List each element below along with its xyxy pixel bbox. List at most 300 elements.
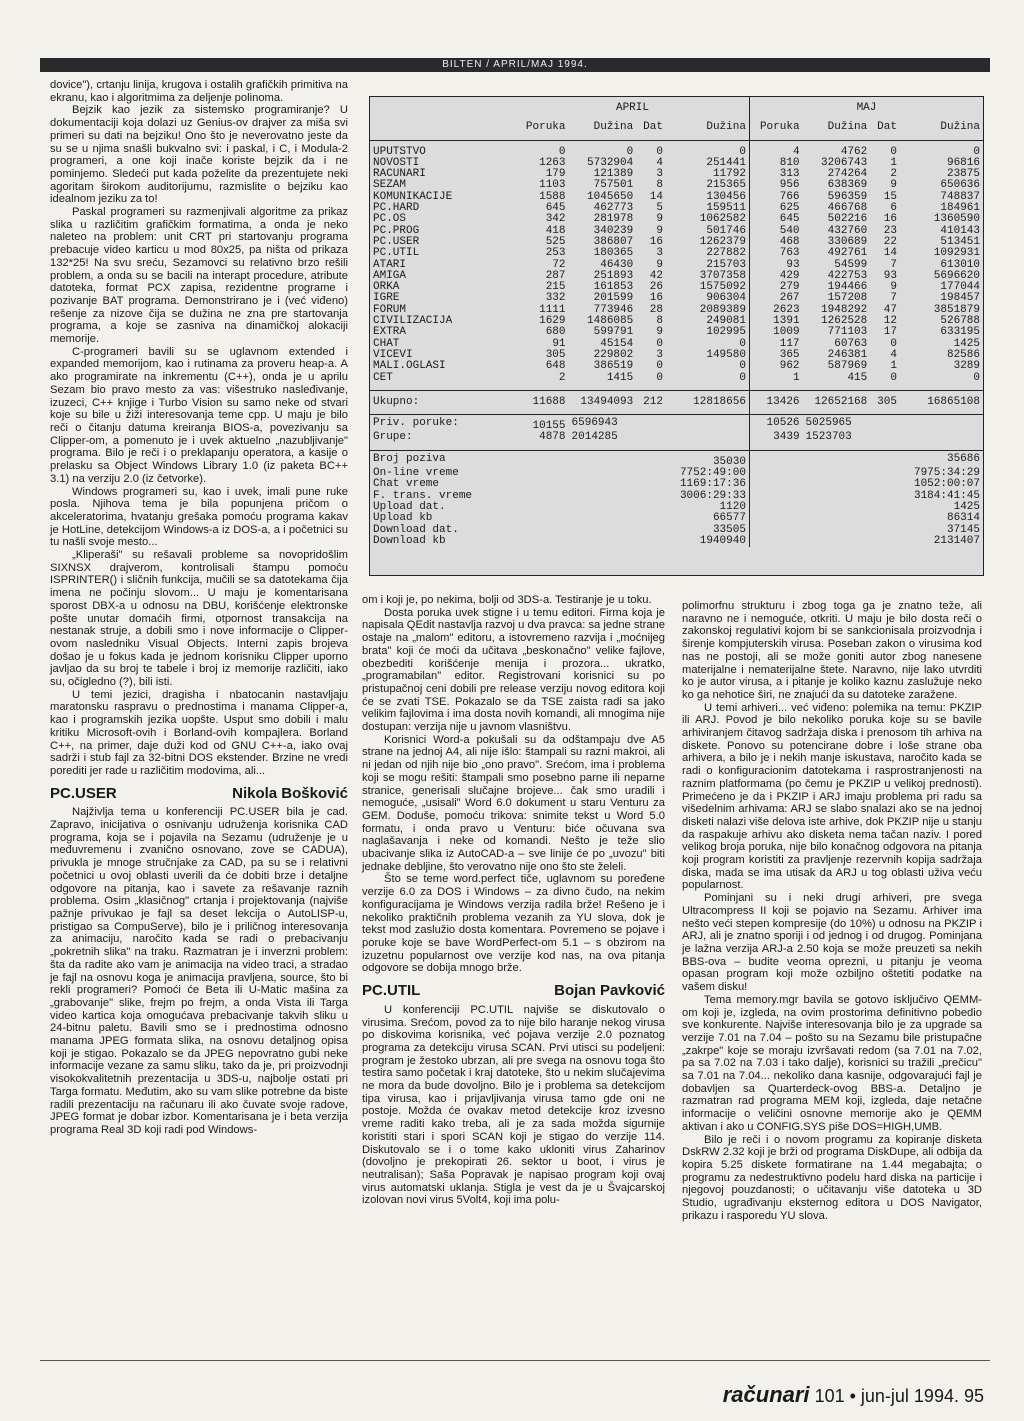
table-cell: 1391 <box>773 315 800 328</box>
table-cell: 86314 <box>946 512 980 525</box>
total-row <box>370 390 983 414</box>
table-cell: 227882 <box>666 248 750 259</box>
table-cell: 0 <box>890 371 897 384</box>
column-header: Dužina <box>569 118 637 140</box>
table-cell: 14 <box>649 190 663 203</box>
row-label: Download dat. <box>373 523 459 536</box>
pcutil-paragraphs <box>362 1004 665 1207</box>
table-cell: 513451 <box>940 235 980 248</box>
table-cell: 6596943 <box>571 417 618 430</box>
table-cell: 215365 <box>666 180 750 191</box>
row-label: ATARI <box>373 258 407 271</box>
row-label: Priv. poruke: <box>373 417 459 430</box>
group-maj: MAJ <box>856 102 877 114</box>
table-cell: 246381 <box>827 348 868 361</box>
table-cell: 33505 <box>666 525 750 536</box>
table-cell: 28 <box>649 303 663 316</box>
paragraph: dovice"), crtanju linija, krugova i ostalih grafičkih primitiva na ekranu, kao i algoritmima za deljenje polinoma. <box>50 79 348 104</box>
table-row <box>370 432 983 443</box>
table-cell: 596359 <box>827 190 868 203</box>
table-cell: 956 <box>779 179 800 192</box>
table-row <box>370 450 983 468</box>
table-row <box>370 491 983 502</box>
table-cell: 10526 <box>766 417 800 430</box>
table-cell: 9 <box>656 326 663 339</box>
table-row <box>370 525 983 536</box>
table-cell: 748837 <box>940 190 980 203</box>
table-cell: 1045650 <box>587 190 634 203</box>
table-cell: 3206743 <box>821 156 868 169</box>
paragraph: Korisnici Word-a pokušali su da odštampaju dve A5 strane na jednoj A4, ali nije išlo: štampali su razni makroi, ali ni jedan od njih nije bio „ono pravo". Srećom, ima i problema koji se mogu rešiti: štampali smo posebno parne ili neparne stranice, generisali slučajne brojeve... čak smo uradili i nemoguće, „usisali" Word 6.0 dokument u staru Venturu za GEM. Doduše, pomoću trikova: snimite tekst u Word 5.0 formatu, i onda pravo u Venturu: biće očuvana sva naglašavanja i neke od komandi. Nešto je teže slio ubacivanje slika iz AutoCAD-a – sve linije će po „uvozu" biti jednake debljine, što verovatno nije ono što ste želeli. <box>362 733 665 873</box>
row-label: FORUM <box>373 303 407 316</box>
row-label: Broj poziva <box>373 452 446 465</box>
table-cell: 22 <box>883 235 897 248</box>
table-cell: 287 <box>545 269 566 282</box>
row-label: PC.HARD <box>373 202 420 215</box>
table-cell: 418 <box>545 224 566 237</box>
table-cell: 330689 <box>827 235 868 248</box>
table-cell: 253 <box>545 247 566 260</box>
row-label: EXTRA <box>373 326 407 339</box>
footer <box>723 1382 984 1408</box>
table-cell: 13494093 <box>569 390 637 414</box>
table-cell: 1588 <box>539 190 566 203</box>
column-header: Dužina <box>666 118 750 140</box>
table-cell: 66577 <box>666 513 750 524</box>
table-cell: 23 <box>883 224 897 237</box>
table-cell: 8 <box>656 179 663 192</box>
table-cell: 0 <box>558 145 566 158</box>
col2-paragraphs <box>362 594 665 975</box>
table-cell: 305 <box>870 390 900 414</box>
paragraph: Dosta poruka uvek stigne i u temu editori. Firma koja je napisala QEdit nastavlja razvoj u dva pravca: sa jedne strane ostaje na „malom" editoru, a istovremeno razvija i „moćnijeg brata" koji će moći da učitava „beskonačno" velike fajlove, obezbediti korišćenje menija i prozora... ukratko, „programabilan" editor. Registrovani korisnici su po pristupačnoj ceni dobili pre release verziju novog editora koji će se zvati TSE. Pokazalo se da TSE zaista radi sa jako velikim fajlovima i ima dosta novih komandi, ali mnogima nije dostupan: verzija nije u javnom vlasništvu. <box>362 606 665 734</box>
table-cell: 2 <box>890 168 897 181</box>
table-cell: 526788 <box>940 315 980 328</box>
table-cell: 462773 <box>593 202 634 215</box>
table-cell: 11792 <box>666 169 750 180</box>
table-cell: 342 <box>545 213 566 226</box>
table-cell: 82586 <box>946 348 980 361</box>
table-cell: 305 <box>545 348 566 361</box>
row-label: CET <box>373 371 393 384</box>
table-cell: 4878 <box>539 431 566 444</box>
table-cell: 332 <box>545 292 566 305</box>
table-cell: 1425 <box>953 337 980 350</box>
table-cell: 1523703 <box>805 431 852 444</box>
table-cell: 2014285 <box>571 431 618 444</box>
table-cell: 3851879 <box>933 303 980 316</box>
paragraph: Paskal programeri su razmenjivali algoritme za prikaz slika u različitim grafičkim formatima, a onda je neko naleteo na problem: unit CRT pri startovanju programa prebacuje video karticu u mod 80x25, pa ništa od prikaza 132*25! Na svu sreću, Sezamovci su relativno brzo rešili problem, a onda su se bacili na interapt procedure, atribute datoteka, format PCX zapisa, rezidentne programe i pozivanje BAT programa. Demonstrirano je i (već viđeno) rešenje za nizove čija se dužina ne zna pre startovanja programa, a koje se zasniva na dinamičkoj alokaciji memorije. <box>50 206 348 346</box>
table-cell: 5025965 <box>805 417 852 430</box>
footer-rule <box>40 1360 990 1361</box>
table-cell: 599791 <box>593 326 634 339</box>
table-row <box>370 536 983 547</box>
table-cell: 198457 <box>940 292 980 305</box>
table-cell: 201599 <box>593 292 634 305</box>
table-row <box>370 140 983 158</box>
paragraph: C-programeri bavili su se uglavnom extended i expanded memorijom, kao i rutinama za proveru heap-a. A ako programirate na inkrementu (C++), onda je u aprilu Sezam bio pravo mesto za vas: višestruko nasleđivanje, izuzeci, C++ knjige i Turbo Vision su samo neke od stvari koje su bile u žiži interesovanja teme cpp. U maju je bilo reči o čitanju datuma kreiranja BIOS-a, povezivanju sa Clipper-om, a pomenuto je i uvek aktuelno „nazubljivanje" programa. Bilo je reči i o preklapanju operatora, a kasije o prelasku sa Object Windows Library 1.0 (iz paketa BC++ 3.1) na verziju 2.0 (iz četvorke). <box>50 345 348 485</box>
table-cell: 1103 <box>539 179 566 192</box>
table-cell: 0 <box>666 373 750 384</box>
table-cell: 625 <box>779 202 800 215</box>
stats-table <box>370 97 983 547</box>
table-cell: 501746 <box>666 226 750 237</box>
section-header-pcutil <box>362 982 665 1000</box>
table-cell: 215703 <box>666 260 750 271</box>
table-cell: 645 <box>779 213 800 226</box>
row-label: PC.PROG <box>373 224 420 237</box>
stats-table-box <box>369 96 984 576</box>
table-cell: 12652168 <box>803 390 871 414</box>
table-cell: 5696620 <box>933 269 980 282</box>
pcuser-paragraphs <box>50 806 348 1136</box>
row-label: On-line vreme <box>373 467 459 480</box>
table-cell: 274264 <box>827 168 868 181</box>
table-cell: 365 <box>779 348 800 361</box>
table-cell: 212 <box>636 390 666 414</box>
column-header: Poruka <box>516 118 569 140</box>
row-label: CIVILIZACIJA <box>373 315 453 328</box>
column-header: Poruka <box>749 118 802 140</box>
table-cell: 1425 <box>953 500 980 513</box>
table-cell: 279 <box>779 281 800 294</box>
section-title: PC.UTIL <box>362 982 421 1000</box>
paragraph: om i koji je, po nekima, bolji od 3DS-a. Testiranje je u toku. <box>362 594 652 606</box>
table-cell: 13426 <box>749 390 802 414</box>
table-row <box>370 361 983 372</box>
table-cell: 422753 <box>827 269 868 282</box>
row-label: Chat vreme <box>373 478 440 491</box>
table-cell: 587969 <box>827 360 868 373</box>
table-cell: 2131407 <box>933 534 980 547</box>
table-cell: 9 <box>890 281 897 294</box>
page-info: 101 • jun-jul 1994. 95 <box>814 1386 984 1406</box>
table-cell: 2 <box>558 371 566 384</box>
table-cell: 3006:29:33 <box>666 491 750 502</box>
table-cell: 0 <box>666 339 750 350</box>
row-label: Upload dat. <box>373 500 446 513</box>
table-cell: 7752:49:00 <box>666 468 750 479</box>
row-label: PC.UTIL <box>373 247 420 260</box>
paragraph: U temi jezici, dragisha i nbatocanin nastavljaju maratonsku raspravu o prednostima i manama Clipper-a, kao i programskih jezika uopšte. Usput smo dobili i malu kritiku Microsoft-ovih i Borland-ovih kompajlera. Borland C++, na primer, daje duži kod od GNU C++-a, iako ovaj sadrži i stub fajl za 32-bitni DOS ekstender. Brzine ne vredi porediti jer rade u različitim modovima, ali... <box>50 688 348 777</box>
table-cell: 1 <box>792 371 800 384</box>
table-cell: 1940940 <box>666 536 750 547</box>
table-cell: 650636 <box>940 179 980 192</box>
paragraph: Bejzik kao jezik za sistemsko programiranje? U dokumentaciji koja dolazi uz Genius-ov drajver za miša svi primeri su dati na bejziku! Ono što je neverovatno jeste da su se u njima snašli bukvalno svi: i paskal, i C, i Modula-2 programeri, a one koji inače koriste bejzik da i ne pominjemo. Sledeći put kada poželite da prezentujete neki agoritam širokom auditorijumu, razmislite o bejziku kao idealnom jeziku za to! <box>50 104 348 206</box>
table-cell: 251441 <box>666 158 750 169</box>
magazine-logo: računari <box>722 1382 810 1407</box>
table-cell: 432760 <box>827 224 868 237</box>
table-cell: 9 <box>656 258 663 271</box>
table-cell: 0 <box>656 371 663 384</box>
column-header: Dužina <box>900 118 983 140</box>
table-cell: 6 <box>890 202 897 215</box>
table-cell: 229802 <box>593 348 634 361</box>
table-cell: 4 <box>792 145 800 158</box>
table-cell: 7975:34:29 <box>913 467 980 480</box>
table-cell: 2623 <box>773 303 800 316</box>
paragraph: U temi arhiveri... već viđeno: polemika na temu: PKZIP ili ARJ. Povod je bilo nekoliko poruka koje su se bavile arhiviranjem čitavog sadržaja diska i prenosom tih arhiva na diskete. Ponovo su potencirane dobre i loše strane oba arhivera, a bilo je i nekih manje iskustava, naročito kada se radi o konfiguracionim datotekama i rasprostranjenosti na raznim platformama (po čemu je PKZIP u velikoj prednosti). Primećeno je da i PKZIP i ARJ imaju problema pri radu sa višedelnim arhivama: ARJ se slabo snalazi ako se na jednoj disketi nalazi više delova iste arhive, dok PKZIP nije u stanju da raspakuje arhivu ako disketa nema tačan naziv. I pored velikog broja poruka, nije bilo konačnog odgovora na pitanja koji program koristiti za pravljenje rezervnih kopija sadržaja diska, mada se ima utisak da ARJ u tog oblasti uživa veću popularnost. <box>682 701 982 892</box>
table-cell: 645 <box>545 202 566 215</box>
table-cell: 4 <box>656 156 663 169</box>
table-cell: 0 <box>666 140 750 158</box>
table-cell: 23875 <box>946 168 980 181</box>
table-cell: 130456 <box>666 192 750 203</box>
row-label: PC.USER <box>373 235 420 248</box>
table-cell: 179 <box>545 168 566 181</box>
table-cell: 540 <box>779 224 800 237</box>
row-label: NOVOSTI <box>373 156 420 169</box>
paragraph: Bilo je reči i o novom programu za kopiranje disketa DskRW 2.32 koji je brži od programa DiskDupe, ali odbija da kopira 5.25 diskete formatirane na 1.44 megabajta; o programu za nedestruktivno podelu hard diska na particije i njegovoj pouzdanosti; o učitavanju više datoteka u 3D Studio, ugrađivanju eksternog editora u DOS Navigator, prikazu i rasporedu YU slova. <box>682 1133 982 1222</box>
row-label: IGRE <box>373 292 400 305</box>
table-cell: 1009 <box>773 326 800 339</box>
row-label: Upload kb <box>373 512 433 525</box>
table-cell: 15 <box>883 190 897 203</box>
table-cell: 5 <box>656 202 663 215</box>
table-cell: 0 <box>973 145 980 158</box>
row-label: CHAT <box>373 337 400 350</box>
table-cell: 502216 <box>827 213 868 226</box>
table-cell: 91 <box>552 337 566 350</box>
row-label: AMIGA <box>373 269 407 282</box>
table-cell: 11688 <box>516 390 569 414</box>
table-cell: 3707358 <box>666 271 750 282</box>
table-cell: 0 <box>973 371 980 384</box>
table-cell: 633195 <box>940 326 980 339</box>
table-cell: 8 <box>656 315 663 328</box>
table-row <box>370 373 983 384</box>
table-cell: 1629 <box>539 315 566 328</box>
column-header: Dužina <box>803 118 871 140</box>
table-cell: 26 <box>649 281 663 294</box>
table-cell: 149580 <box>666 350 750 361</box>
table-cell: 159511 <box>666 203 750 214</box>
column-1 <box>50 79 348 1137</box>
table-cell: 267 <box>779 292 800 305</box>
table-cell: 14 <box>883 247 897 260</box>
table-cell: 3289 <box>953 360 980 373</box>
table-cell: 42 <box>649 269 663 282</box>
table-cell: 766 <box>779 190 800 203</box>
table-cell: 771103 <box>827 326 868 339</box>
group-header-row <box>370 97 983 118</box>
column-3 <box>682 600 982 1222</box>
table-row <box>370 415 983 433</box>
column-2 <box>362 594 665 1207</box>
table-cell: 194466 <box>827 281 868 294</box>
table-cell: 12818656 <box>666 390 750 414</box>
table-cell: 1262528 <box>821 315 868 328</box>
section-author: Bojan Pavković <box>554 982 665 1000</box>
table-cell: 1120 <box>666 502 750 513</box>
table-cell: 773946 <box>593 303 634 316</box>
col1-paragraphs <box>50 79 348 778</box>
table-cell: 340239 <box>593 224 634 237</box>
table-cell: 184961 <box>940 202 980 215</box>
table-cell: 0 <box>656 360 663 373</box>
table-row <box>370 214 983 225</box>
table-cell: 180365 <box>593 247 634 260</box>
table-cell: 72 <box>552 258 566 271</box>
table-row <box>370 248 983 259</box>
row-label: ORKA <box>373 281 400 294</box>
col3-paragraphs <box>682 600 982 1222</box>
table-cell: 9 <box>656 213 663 226</box>
row-label: F. trans. vreme <box>373 489 473 502</box>
table-cell: 1263 <box>539 156 566 169</box>
table-cell: 3 <box>656 168 663 181</box>
table-cell: 96816 <box>946 156 980 169</box>
table-cell: 810 <box>779 156 800 169</box>
table-cell: 1111 <box>539 303 566 316</box>
table-cell: 4 <box>890 348 897 361</box>
table-row <box>370 513 983 524</box>
table-cell: 386807 <box>593 235 634 248</box>
table-cell: 3 <box>656 247 663 260</box>
paragraph: Najživlja tema u konferenciji PC.USER bila je cad. Zapravo, inicijativa o osnivanju udruženja korisnika CAD programa, koja se i pojavila na Sezamu (udruženje je u međuvremenu i zvanično osnovano, zove se CADUA), privukla je mnoge stručnjake za CAD, pa su se i relativni početnici u ovoj oblasti uverili da će dobiti brze i detaljne odgovore na pitanja, kao i savete za rešavanje raznih problema. Osim „klasičnog" crtanja i projektovanja (najviše pažnje privukao je fajl sa deset lekcija o AutoLISP-u, pristigao sa CompuServe), bilo je i priličnog interesovanja za animaciju, naročito kada se radi o prebacivanju „pokretnih slika" na traku. Razmatran je i inverzni problem: šta da radite ako vam je animacija na video traci, a stradao je fajl na osnovu koga je animacija pravljena, source, što bi rekli programeri? Pomoći će Beta ili U-Matic mašina za „grabovanje" slike, frejm po frejm, a onda Vista ili Targa video kartica koja omogućava prebacivanje takvih sliku u 24-bitnu paletu. Bavili smo se i prednostima odnosno manama JPEG formata slika, na osnovu detaljnog opisa koji je stigao. Pokazalo se da JPEG nepovratno gubi neke informacije vezane za samu sliku, tako da je, pri proizvodnji visokokvalitetnih prezentacija u 3DS-u, najbolje ostati pri Targa formatu. Međutim, ako su vam slike potrebne da biste radili prezentaciju na računaru ili ako čuvate svoje radove, JPEG format je dobar izbor. Komentarisana je i beta verzija programa Real 3D koji radi pod Windows- <box>50 806 348 1136</box>
table-cell: 16 <box>649 235 663 248</box>
table-cell: 12 <box>883 315 897 328</box>
section-title: PC.USER <box>50 784 117 802</box>
paragraph: U konferenciji PC.UTIL najviše se diskutovalo o virusima. Srećom, povod za to nije bilo haranje nekog virusa po diskovima korisnika, već pojava verzije 2.0 poznatog programa za detekciju virusa SCAN. Prvi utisci su podeljeni: program je žestoko ubrzan, ali pre svega na osnovu toga što testira samo početak i kraj datoteke, što u nekim slučajevima ne mora da bude dovoljno. Bilo je i problema sa detekcijom tipa virusa, kao i prijavljivanja virusa tamo gde oni ne postoje. Možda će ovakav metod detekcije kroz izvesno vreme raditi kako treba, ali je za sada možda sigurnije koristiti stari i spori SCAN koji je stigao do verzije 114. Diskutovalo se i o tome kako ukloniti virus Zaharinov (dovoljno je prekopirati 26. sektor u boot, i virus je neutralisan); Saša Popravak je napisao program koji ovaj virus automatski uklanja. Stigla je vest da je u Švajcarskoj izolovan novi virus 5Volt4, koji ima polu- <box>362 1003 665 1207</box>
table-cell: 16 <box>649 292 663 305</box>
header-title: BILTEN / APRIL/MAJ 1994. <box>442 59 588 70</box>
table-cell: 1062582 <box>666 214 750 225</box>
header-bar <box>40 58 990 72</box>
table-cell: 117 <box>779 337 800 350</box>
table-cell: 410143 <box>940 224 980 237</box>
table-cell: 46430 <box>600 258 634 271</box>
table-cell: 93 <box>786 258 800 271</box>
table-cell: 1052:00:07 <box>913 478 980 491</box>
table-cell: 415 <box>847 371 868 384</box>
table-cell: 9 <box>890 179 897 192</box>
row-label: PC.OS <box>373 213 407 226</box>
table-cell: 313 <box>779 168 800 181</box>
table-cell: 249081 <box>666 316 750 327</box>
section-header-pcuser <box>50 784 348 802</box>
table-cell: 7 <box>890 258 897 271</box>
row-label: UPUTSTVO <box>373 145 426 158</box>
table-cell: 5732904 <box>587 156 634 169</box>
group-april: APRIL <box>516 97 749 118</box>
table-cell: 1092931 <box>933 247 980 260</box>
table-cell: 648 <box>545 360 566 373</box>
table-cell: 54599 <box>834 258 868 271</box>
table-row <box>370 327 983 338</box>
table-row <box>370 479 983 490</box>
table-cell: 2089389 <box>666 305 750 316</box>
table-cell: 35030 <box>666 450 750 468</box>
table-cell: 157208 <box>827 292 868 305</box>
table-cell: 1 <box>890 360 897 373</box>
table-cell: 161853 <box>593 281 634 294</box>
table-cell: 1575092 <box>666 282 750 293</box>
paragraph: „Kliperaši" su rešavali probleme sa novopridošlim SIXNSX drajverom, kontrolisali štampu pomoću ISPRINTER() i sličnih funkcija, mučili se sa datotekama čija imena ne počinju slovom... U maju je komentarisana sporost DBX-a u odnosu na DBU, korišćenje elektronske pošte unutar domaćih firmi, otpornost transakcija na nestanak struje, a dobili smo i nove informacije o Clipper-ovom nasledniku Visual Objects. Interni zapis brojeva došao je u fokus kada je jednom korisniku Clipper uporno javljao da su broj te tabele i broj iz memorije različiti, iako su, očigledno (?), bili isti. <box>50 549 348 689</box>
table-row <box>370 502 983 513</box>
table-cell: 121389 <box>593 168 634 181</box>
table-cell: 60763 <box>834 337 868 350</box>
row-label: Download kb <box>373 534 446 547</box>
table-cell: 492761 <box>827 247 868 260</box>
row-label: VICEVI <box>373 348 413 361</box>
section-author: Nikola Bošković <box>232 784 348 802</box>
table-cell: 0 <box>626 145 634 158</box>
table-cell: 93 <box>883 269 897 282</box>
table-cell: 251893 <box>593 269 634 282</box>
column-header-row <box>370 118 983 140</box>
table-cell: 757501 <box>593 179 634 192</box>
paragraph: Windows programeri su, kao i uvek, imali pune ruke posla. Njihova tema je bila popunjena pričom o akceleratorima, hvatanju grešaka pomoću programa kakav je HotLine, detekcijom Windows-a iz DOS-a, a i početnici su tu našli svoje mesto... <box>50 485 348 549</box>
table-row <box>370 468 983 479</box>
table-cell: 10155 <box>532 420 566 433</box>
table-cell: 1486085 <box>587 315 634 328</box>
table-cell: 281978 <box>593 213 634 226</box>
table-cell: 3184:41:45 <box>913 489 980 502</box>
table-cell: 1415 <box>606 371 634 384</box>
table-cell: 1169:17:36 <box>666 479 750 490</box>
table-cell: 35686 <box>946 452 980 465</box>
row-label: Grupe: <box>373 431 413 444</box>
row-label: RACUNARI <box>373 168 426 181</box>
table-cell: 638369 <box>827 179 868 192</box>
paragraph: Pominjani su i neki drugi arhiveri, pre svega Ultracompress II koji se pojavio na Sezamu. Arhiver ima nešto veći stepen kompresije (do 10%) u odnosu na PKZIP i ARJ, ali je znatno sporiji i od jednog i od drugog. Pominjana je lažna verzija ARJ-a 2.50 koja se može preuzeti sa nekih BBS-ova – budite veoma oprezni, u pitanju je veoma opasan program koji može ozbiljno oštetiti podatke na vašem disku! <box>682 892 982 994</box>
table-cell: 3439 <box>773 431 800 444</box>
table-cell: 680 <box>545 326 566 339</box>
table-cell: 466768 <box>827 202 868 215</box>
table-cell: 7 <box>890 292 897 305</box>
table-cell: 429 <box>779 269 800 282</box>
table-cell: 37145 <box>946 523 980 536</box>
table-cell: 0 <box>656 145 663 158</box>
table-cell: 962 <box>779 360 800 373</box>
row-label: KOMUNIKACIJE <box>373 190 453 203</box>
row-label: SEZAM <box>373 179 407 192</box>
paragraph: Tema memory.mgr bavila se gotovo isključivo QEMM-om koji je, izgleda, na ovim prostorima definitivno pobedio sve konkurente. Najviše interesovanja bilo je za upgrade sa verzije 7.01 na 7.04 – pošto su na Sezamu bile pristupačne „zakrpe" koje se moraju izvršavati redom (sa 7.01 na 7.02, pa sa 7.02 na 7.03 i tako dalje), korisnici su tražili „prečicu" sa 7.01 na 7.04... nekoliko dana kasnije, odgovarajući fajl je dobavljen sa Quarterdeck-ovog BBS-a. Detaljno je razmatran rad programa MEM koji, izgleda, daje netačne informacije o veličini osnovne memorije ako je QEMM aktivan i ako u CONFIG.SYS piše DOS=HIGH,UMB. <box>682 993 982 1133</box>
column-header: Dat <box>870 118 900 140</box>
table-cell: 16 <box>883 213 897 226</box>
table-cell: 0 <box>890 145 897 158</box>
table-cell: 9 <box>656 224 663 237</box>
table-cell: 4762 <box>840 145 868 158</box>
table-cell: 906304 <box>666 293 750 304</box>
table-cell: 1948292 <box>821 303 868 316</box>
paragraph: polimorfnu strukturu i zbog toga ga je znatno teže, ali naravno ne i nemoguće, otkriti. U maju je bilo dosta reči o zakonskoj regulativi kojom bi se sankcionisala proizvodnja i širenje kompjuterskih virusa. Poseban zakon o virusima kod nas ne postoji, ali se može goniti autor zbog nanesene materijalne i nematerijalne štete. Naravno, nije lako utvrditi ko je autor virusa, a i pitanje je koliko kaznu zaslužuje neko ko ga nehotice širi, ne znajući da su datoteke zaražene. <box>682 600 982 701</box>
table-cell: 102995 <box>666 327 750 338</box>
table-cell: 17 <box>883 326 897 339</box>
table-cell: 386519 <box>593 360 634 373</box>
table-cell: 613010 <box>940 258 980 271</box>
paragraph: Što se teme word.perfect tiče, uglavnom su poređene verzije 6.0 za DOS i Windows – za divno čudo, na nekim konfiguracijama je Windows verzija radila brže! Rešeno je i nekoliko praktičnih problema vezanih za YU slova, dok je tekst mod zaslužio dosta komentara. Povremeno se pojave i poruke koje se bave WordPerfect-om 5.1 – s obzirom na izuzetnu popularnost ove verzije kod nas, na ova pitanja odgovore se dobija mnogo brže. <box>362 873 665 975</box>
table-cell: 0 <box>890 337 897 350</box>
table-cell: 763 <box>779 247 800 260</box>
table-cell: 1262379 <box>666 237 750 248</box>
table-cell: 468 <box>779 235 800 248</box>
table-cell: 45154 <box>600 337 634 350</box>
table-cell: 3 <box>656 348 663 361</box>
table-cell: 215 <box>545 281 566 294</box>
table-cell: 0 <box>666 361 750 372</box>
row-label: Ukupno: <box>370 390 516 414</box>
row-label: MALI.OGLASI <box>373 360 446 373</box>
table-cell: 1 <box>890 156 897 169</box>
table-cell: 16865108 <box>900 390 983 414</box>
table-cell: 1360590 <box>933 213 980 226</box>
table-cell: 47 <box>883 303 897 316</box>
table-cell: 177044 <box>940 281 980 294</box>
column-header: Dat <box>636 118 666 140</box>
table-cell: 0 <box>656 337 663 350</box>
